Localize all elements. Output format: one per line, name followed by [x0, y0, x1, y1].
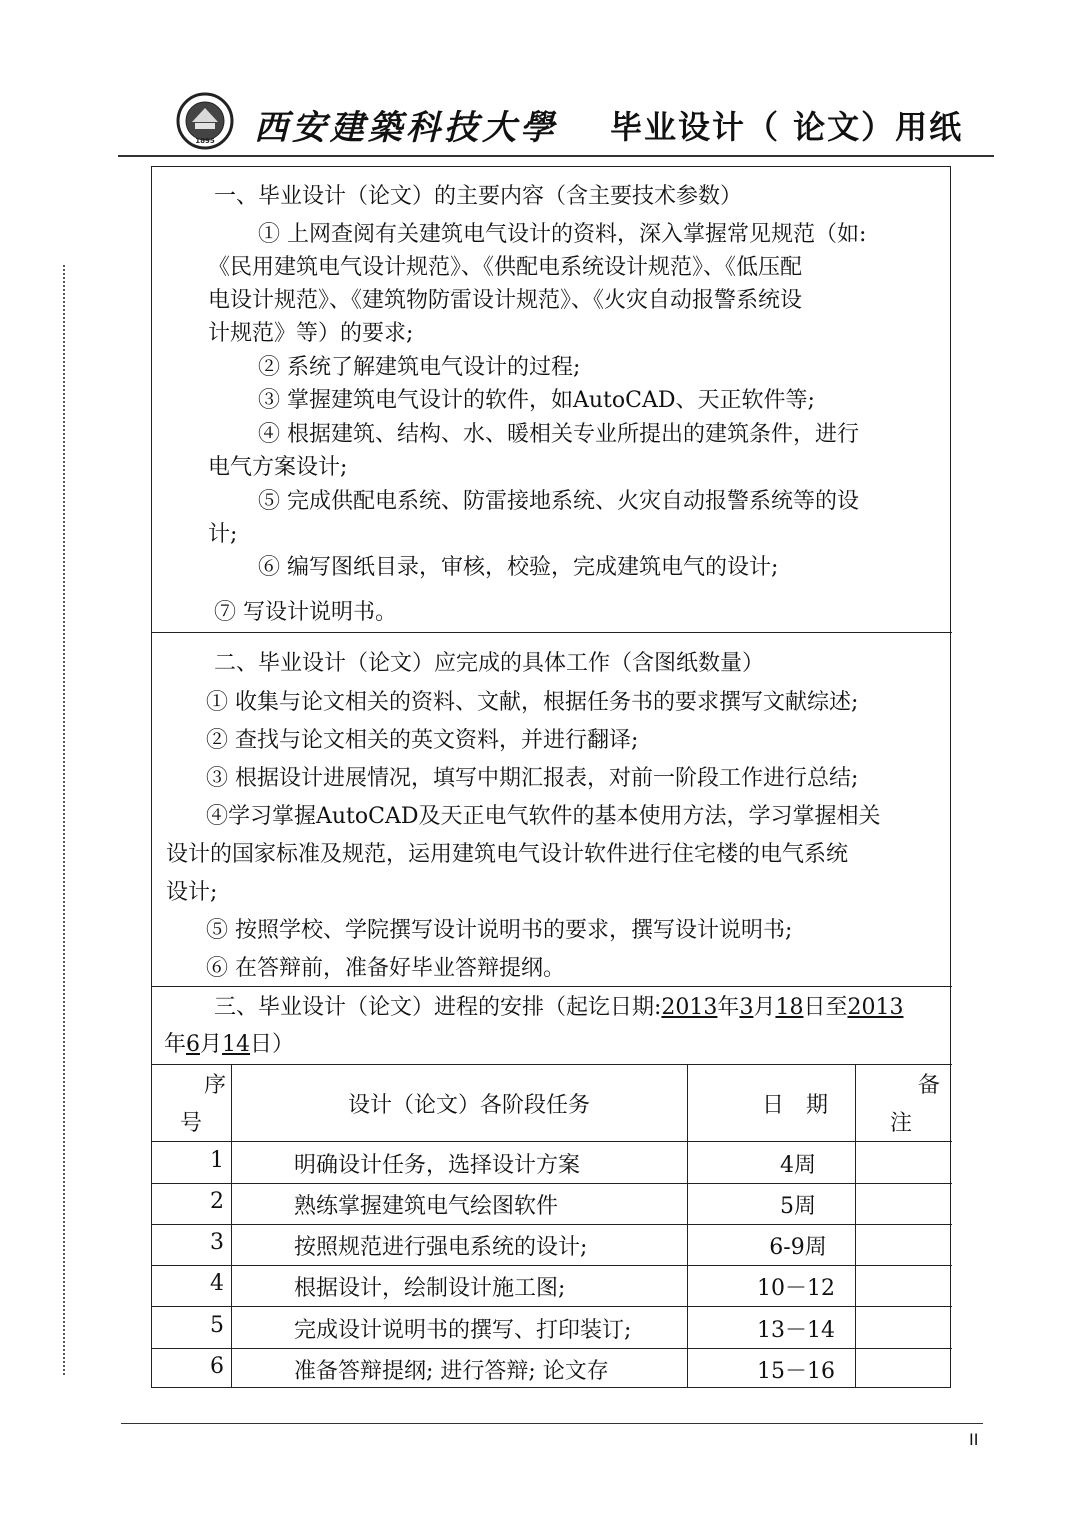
section2-line: ④学习掌握AutoCAD及天正电气软件的基本使用方法，学习掌握相关	[206, 804, 881, 829]
section1-line: 《民用建筑电气设计规范》、《供配电系统设计规范》、《低压配	[208, 255, 803, 280]
row-date: 10－12	[757, 1276, 835, 1301]
row-seq: 5	[210, 1313, 224, 1338]
end-year: 2013	[847, 995, 904, 1020]
binding-line	[63, 265, 65, 1375]
nian-label: 年	[164, 1032, 187, 1057]
row-task: 完成设计说明书的撰写、打印装订;	[294, 1318, 632, 1343]
table-row-rule	[151, 1183, 952, 1184]
table-col-rule	[687, 1064, 688, 1388]
section1-line: ① 上网查阅有关建筑电气设计的资料，深入掌握常见规范（如:	[258, 222, 867, 247]
table-header-seq: 序	[204, 1073, 227, 1098]
table-header-rule	[151, 1141, 952, 1142]
end-day: 14	[222, 1032, 251, 1057]
start-day: 18	[775, 995, 804, 1020]
table-row-rule	[151, 1348, 952, 1349]
table-top-rule	[151, 1064, 952, 1065]
section2-heading: 二、毕业设计（论文）应完成的具体工作（含图纸数量）	[214, 651, 765, 676]
section-divider-2	[151, 986, 952, 987]
row-seq: 1	[210, 1148, 224, 1173]
row-date: 5周	[780, 1194, 816, 1219]
section2-line: ⑥ 在答辩前，准备好毕业答辩提纲。	[206, 956, 565, 981]
table-header-seq: 号	[180, 1111, 203, 1136]
table-row-rule	[151, 1306, 952, 1307]
seal-year: 1895	[195, 137, 215, 145]
row-task: 准备答辩提纲; 进行答辩; 论文存	[294, 1359, 609, 1384]
row-date: 4周	[780, 1153, 816, 1178]
document-title: 毕业设计（ 论文）用纸	[610, 108, 964, 146]
yue-label: 月	[200, 1032, 223, 1057]
table-col-rule	[231, 1064, 232, 1388]
row-task: 根据设计，绘制设计施工图;	[294, 1276, 566, 1301]
section1-line: ③ 掌握建筑电气设计的软件，如AutoCAD、天正软件等;	[258, 388, 815, 413]
start-month: 3	[739, 995, 754, 1020]
section1-line: ⑥ 编写图纸目录，审核，校验，完成建筑电气的设计;	[258, 555, 779, 580]
section1-line: ⑦ 写设计说明书。	[214, 600, 397, 625]
section2-line: 设计;	[166, 880, 218, 905]
row-seq: 4	[210, 1271, 224, 1296]
row-seq: 2	[210, 1189, 224, 1214]
section1-line: ⑤ 完成供配电系统、防雷接地系统、火灾自动报警系统等的设	[258, 489, 859, 514]
row-seq: 6	[210, 1354, 224, 1379]
tail-label: 日）	[250, 1032, 295, 1057]
table-col-rule	[855, 1064, 856, 1388]
row-date: 6-9周	[769, 1235, 827, 1260]
section1-line: 计;	[208, 522, 238, 547]
section1-line: ④ 根据建筑、结构、水、暖相关专业所提出的建筑条件，进行	[258, 422, 859, 447]
university-name: 西安建築科技大學	[254, 108, 558, 148]
row-date: 13－14	[757, 1318, 835, 1343]
section-divider-1	[151, 632, 952, 633]
header-rule	[118, 155, 994, 157]
table-header-task: 设计（论文）各阶段任务	[348, 1093, 591, 1118]
section2-line: ③ 根据设计进展情况，填写中期汇报表，对前一阶段工作进行总结;	[206, 766, 859, 791]
table-header-date: 日 期	[762, 1093, 829, 1118]
table-row-rule	[151, 1265, 952, 1266]
page-number: II	[969, 1430, 979, 1449]
row-seq: 3	[210, 1230, 224, 1255]
section1-heading: 一、毕业设计（论文）的主要内容（含主要技术参数）	[214, 184, 743, 209]
row-task: 按照规范进行强电系统的设计;	[294, 1235, 588, 1260]
footer-rule	[121, 1423, 983, 1424]
end-month: 6	[186, 1032, 201, 1057]
section3-heading-prefix: 三、毕业设计（论文）进程的安排（起讫日期:	[214, 995, 662, 1020]
nian-label: 年	[717, 995, 740, 1020]
section2-line: ⑤ 按照学校、学院撰写设计说明书的要求，撰写设计说明书;	[206, 918, 793, 943]
section1-line: 电气方案设计;	[208, 455, 348, 480]
section2-line: ① 收集与论文相关的资料、文献，根据任务书的要求撰写文献综述;	[206, 690, 859, 715]
ri-zhi-label: 日至	[803, 995, 848, 1020]
row-task: 明确设计任务，选择设计方案	[294, 1153, 581, 1178]
university-seal-icon	[176, 92, 234, 150]
row-task: 熟练掌握建筑电气绘图软件	[294, 1194, 559, 1219]
start-year: 2013	[661, 995, 718, 1020]
section2-line: 设计的国家标准及规范，运用建筑电气设计软件进行住宅楼的电气系统	[166, 842, 849, 867]
section3-heading	[214, 991, 903, 1024]
section1-line: ② 系统了解建筑电气设计的过程;	[258, 355, 581, 380]
section3-heading-cont	[164, 1028, 294, 1061]
section2-line: ② 查找与论文相关的英文资料，并进行翻译;	[206, 728, 639, 753]
section1-line: 计规范》等）的要求;	[208, 321, 414, 346]
table-header-note: 注	[890, 1111, 913, 1136]
yue-label: 月	[753, 995, 776, 1020]
table-header-note: 备	[918, 1073, 941, 1098]
row-date: 15－16	[757, 1359, 835, 1384]
page-header	[118, 88, 994, 156]
table-row-rule	[151, 1224, 952, 1225]
section1-line: 电设计规范》、《建筑物防雷设计规范》、《火灾自动报警系统设	[208, 288, 803, 313]
